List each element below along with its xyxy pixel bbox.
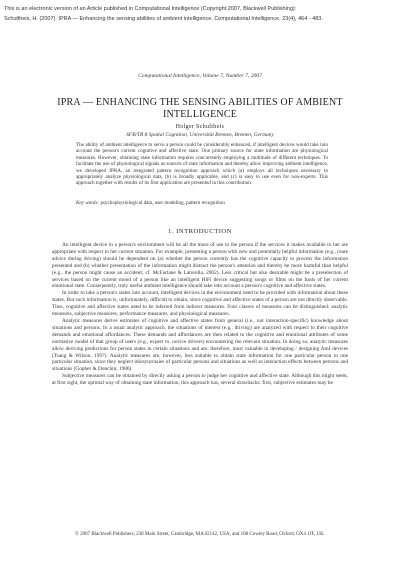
copyright-footer: © 2007 Blackwell Publishers, 238 Main Street, Cambridge, MA 02142, USA, and 108 Cowley Road, Oxford, OX4 1JF, UK. [75, 532, 325, 537]
header-line-2: Schultheis, H. (2007). IPRA — Enhancing the sensing abilities of ambient intelligence. Computational Intelligence, 23(4), 464 - 483. [4, 16, 323, 22]
paragraph: Analytic measures derive estimates of cognitive and affective states from general (i.e., not interaction-specific) knowledge about situations and persons. In a usual analytic approach, the situations of interest (e.g., driving) are analyzed with respect to their cognitive demands and emotional affordances. These demands and affordances are then related to the cognitive and emotional attributes of some normative model of that group of users (e.g., expert vs. novice drivers) encountering the relevant situation. In doing so, analytic measures allow deriving predictions for person states in certain situations and are, therefore, most valuable in developing / designing AmI devices (Tsang & Wilson, 1997). Analytic measures are, however, less suitable to obtain state information for one particular person in one particular situation, since they neglect idiosyncrasies of particular persons and situations as well as interaction effects between persons and situations (Gopher & Donchin, 1986). [52, 317, 348, 373]
body-text [52, 242, 348, 387]
section-heading: 1. INTRODUCTION [168, 228, 232, 235]
keywords [76, 200, 328, 206]
keywords-text: psychophysiological data, user modeling, pattern recognition [100, 200, 225, 206]
paragraph: An intelligent device in a person's environment will be all the more of use to the person if the services it makes available to her are appropriate with respect to her current situation. For example, presenting a person with new and potentially helpful information (e.g., route advice during driving) should be dependent on (a) whether the person currently has the cognitive capacity to process the information presented and (b) whether presentation of the information might distract the person's attention and thereby be more harmful than helpful (e.g., the person might cause an accident; cf. McFarlane & Latorella, 2002). Less critical but also desirable might be a preselection of services based on the current mood of a person like an intelligent HiFi device suggesting songs or films on the basis of her current emotional state. Consequently, truly useful ambient intelligence should take into account a person's cognitive and affective states. [52, 242, 348, 290]
header-line-1: This is an electronic version of an Article published in Computational Intelligence (Copyright 2007, Blackwell Publishing): [4, 6, 297, 12]
abstract: The ability of ambient intelligence to serve a person could be considerably enhanced, if intelligent devices would take into account the person's current cognitive and affective state. One primary source for state information are physiological measures. However, obtaining state information requires concurrently employing a multitude of different techniques. To facilitate the use of physiological signals as sources of state information and thereby allow improving ambient intelligence, we developed IPRA, an integrated pattern recognition approach which (a) employs all techniques necessary to appropriately analyze physiological data, (b) is broadly applicable, and (c) is easy to use even for non-experts. This approach together with results of its first application are presented in this contribution. [76, 142, 328, 187]
author-affiliation: SFB/TR 8 Spatial Cognition, Universität Bremen, Bremen, Germany [126, 132, 274, 138]
paragraph: In order to take a person's states into account, intelligent devices in the environment need to be provided with information about these states. But such information is, unfortunately, difficult to obtain, since cognitive and affective states of a person are not directly observable. Thus, cognitive and affective states need to be inferred from indirect measures. Four classes of measures can be distinguished: analytic measures, subjective measures, performance measures, and physiological measures. [52, 290, 348, 318]
paragraph: Subjective measures can be obtained by directly asking a person to judge her cognitive and affective state. Although this might seem, at first sight, the optimal way of obtaining state information, this approach has, several drawbacks: first, subjective estimates may be [52, 373, 348, 387]
journal-running-head: Computational Intelligence, Volume 7, Number 7, 2007 [138, 73, 262, 79]
author-name: Holger Schultheis [175, 124, 225, 130]
paper-title: IPRA — ENHANCING THE SENSING ABILITIES OF AMBIENT INTELLIGENCE [57, 97, 343, 120]
keywords-label: Key words: [76, 200, 100, 206]
